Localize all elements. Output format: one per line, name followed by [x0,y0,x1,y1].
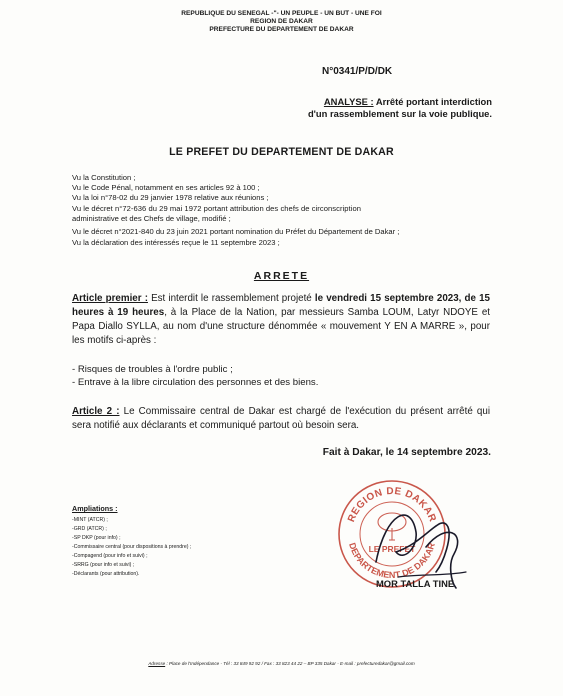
vu-line: Vu la loi n°78-02 du 29 janvier 1978 relative aux réunions ; [72,193,269,202]
vu-line: administrative et des Chefs de village, modifié ; [72,214,231,223]
ampliation-item: -Commissaire central (pour dispositions à prendre) ; [72,544,192,550]
analyse-line2: d'un rassemblement sur la voie publique. [307,107,492,119]
vu-line: Vu le décret n°72-636 du 29 mai 1972 portant attribution des chefs de circonscription [72,204,361,213]
vu-line: Vu le Code Pénal, notamment en ses articles 92 à 100 ; [72,183,260,192]
article-2-text: Le Commissaire central de Dakar est chargé de l'exécution du présent arrêté qui sera notifié aux déclarants et communiqué partout où besoin sera. [72,406,490,431]
stamp-bottom-text: DEPARTEMENT DE DAKAR [347,541,437,581]
ampliations-title: Ampliations : [72,504,118,513]
ampliation-item: -Déclarants (pour attribution). [72,571,140,577]
article-2 [72,405,490,433]
place-date: Fait à Dakar, le 14 septembre 2023. [322,447,491,458]
vu-line: Vu le décret n°2021-840 du 23 juin 2021 portant nomination du Préfet du Département de Dakar ; [72,227,400,236]
header-prefecture: PREFECTURE DU DEPARTEMENT DE DAKAR [209,26,354,33]
reference-number: N°0341/P/D/DK [322,66,393,77]
arrete-heading: ARRETE [253,270,310,282]
footer-label: Adresse [148,661,166,666]
article-1-date: le vendredi 15 septembre 2023, de 15 heures à 19 heures [72,293,490,318]
vu-line: Vu la déclaration des intéressés reçue le 11 septembre 2023 ; [72,238,280,247]
analyse-line1: Arrêté portant interdiction [375,96,492,107]
ampliation-item: -MINT (ATCR) ; [72,517,108,523]
article-1 [72,292,490,348]
analyse-label: ANALYSE : [323,96,374,107]
vu-line: Vu la Constitution ; [72,173,136,182]
motif-item: - Entrave à la libre circulation des personnes et des biens. [72,377,319,388]
analyse-block [260,96,492,119]
ampliation-item: -GRD (ATCR) ; [72,526,107,532]
footer-text: : Place de l'Indépendance - Tél : 33 849 92 92 / Fax : 33 823 44 22 – BP 335 Dakar - E-mail : prefecturedakar@gmail.com [165,661,415,666]
ampliation-item: -SRRG (pour info et suivi) ; [72,562,135,568]
ampliation-item: -SP DKP (pour info) ; [72,535,121,541]
article-1-text-b: , à la Place de la Nation, par messieurs Samba LOUM, Latyr NDOYE et Papa Diallo SYLLA, au nom d'une structure dénommée « mouvement Y EN A MARRE », pour les motifs ci-après : [72,307,490,346]
stamp-center-text: LE PREFET [368,544,416,554]
ampliation-item: -Compagend (pour info et suivi) ; [72,553,148,559]
article-1-label: Article premier : [72,293,148,304]
article-2-label: Article 2 : [72,406,120,417]
signatory-name: MOR TALLA TINE [376,578,455,589]
header-region: REGION DE DAKAR [250,18,313,25]
article-1-text-a: Est interdit le rassemblement projeté [147,293,315,304]
header-republic: REPUBLIQUE DU SENEGAL -"- UN PEUPLE - UN BUT - UNE FOI [181,10,382,17]
stamp-top-text: REGION DE DAKAR [346,485,438,524]
motif-item: - Risques de troubles à l'ordre public ; [72,364,233,375]
footer-address [0,661,563,666]
document-title: LE PREFET DU DEPARTEMENT DE DAKAR [169,146,394,158]
